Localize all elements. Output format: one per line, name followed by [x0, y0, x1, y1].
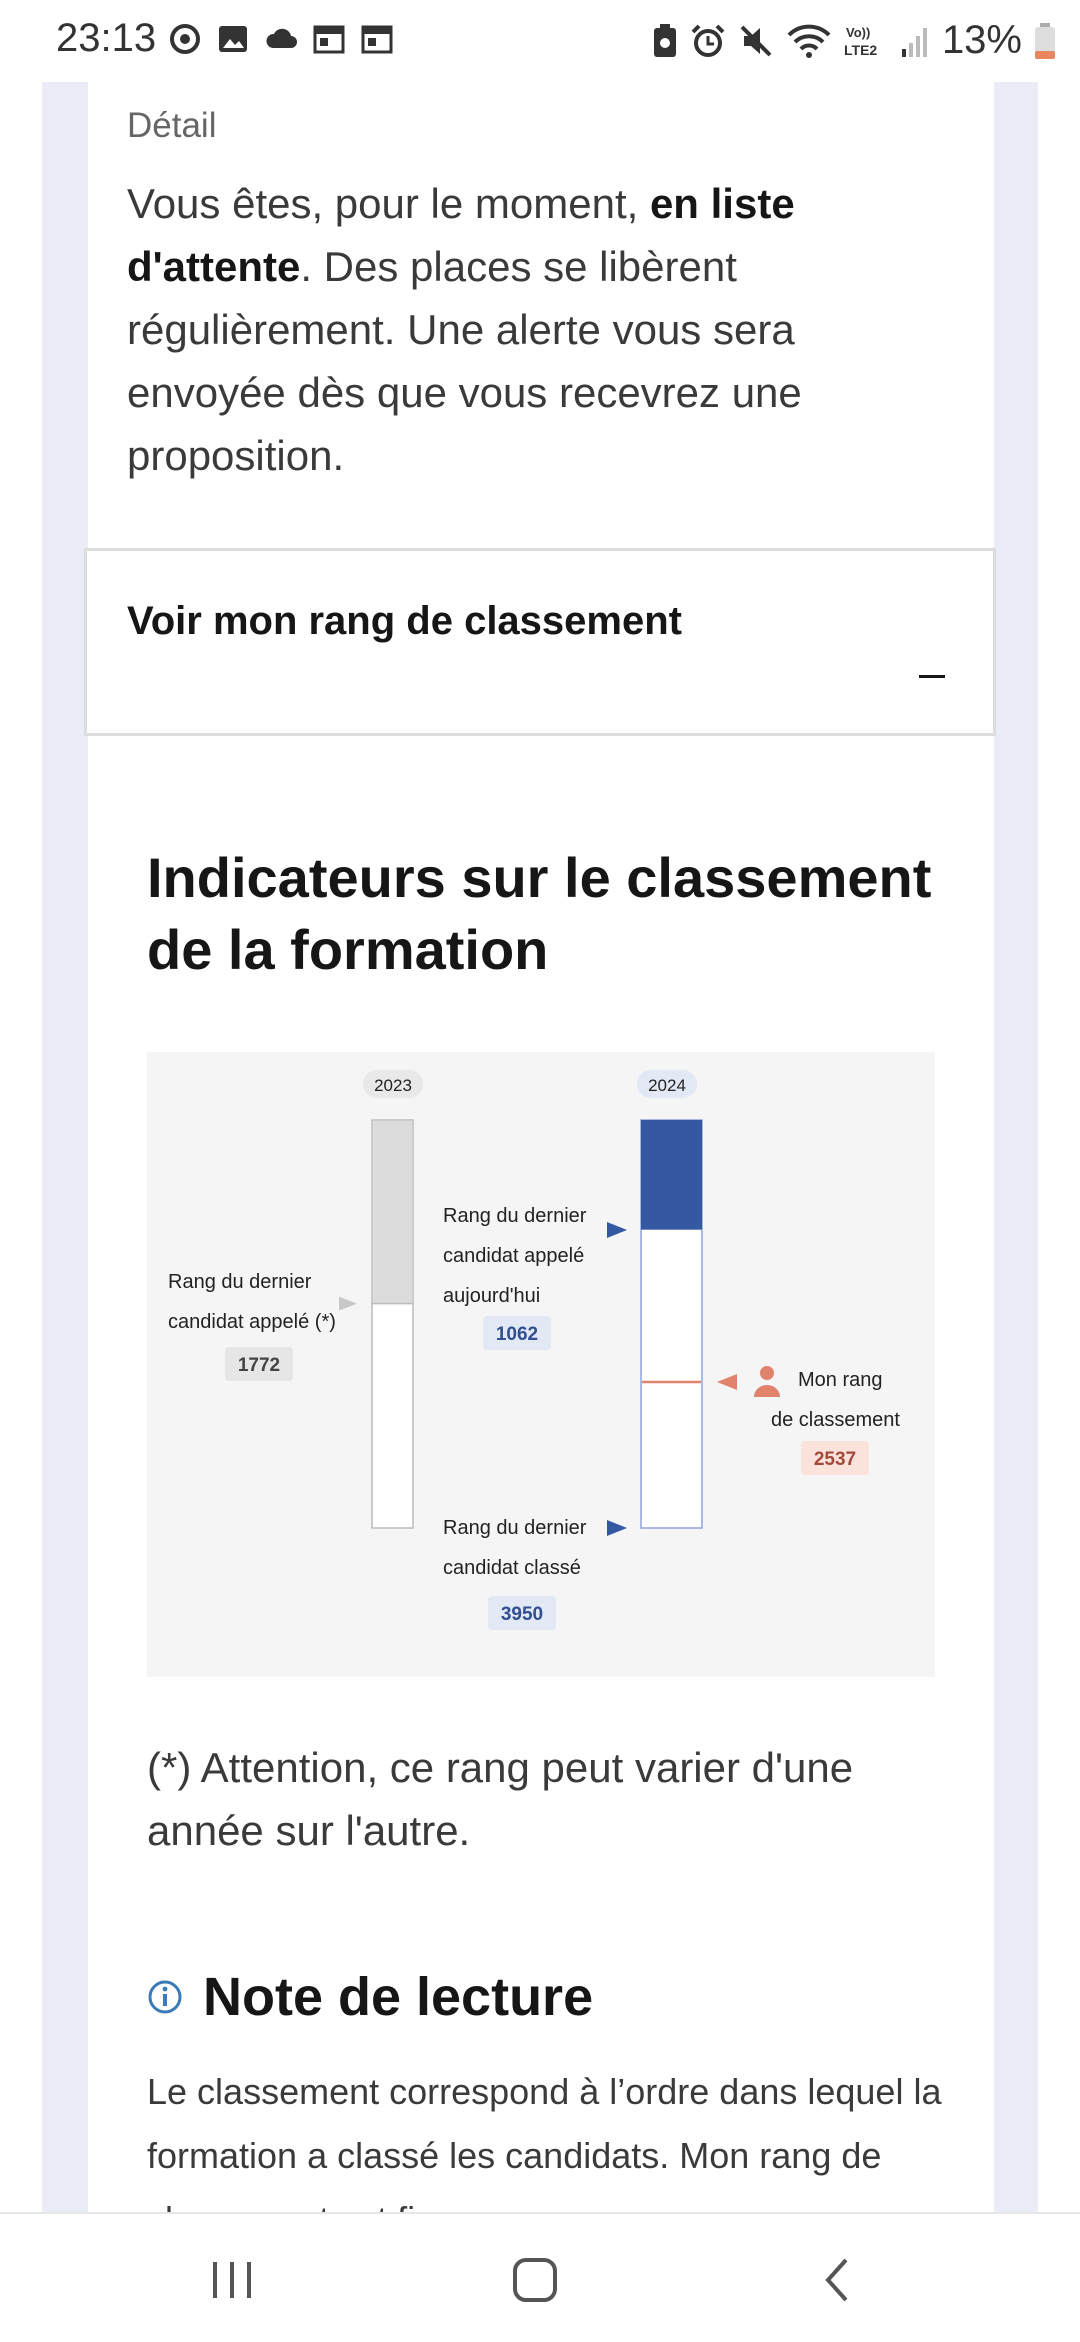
- back-button[interactable]: [808, 2250, 868, 2310]
- detail-text-bold: en liste d'attente: [127, 180, 795, 290]
- value-2024-last-called: 1062: [495, 1324, 539, 1345]
- lte-icon: [844, 23, 888, 59]
- bar-2023-called-fill: [373, 1121, 412, 1304]
- label-my-rank-line1: Mon rang: [798, 1369, 883, 1391]
- label-my-rank-line2: de classement: [771, 1409, 900, 1431]
- year-label-2023: 2023: [374, 1076, 412, 1095]
- value-2023-last-called: 1772: [237, 1355, 281, 1376]
- page-rail-right: [994, 82, 1038, 2212]
- ranking-chart: [147, 1052, 935, 1677]
- arrow-2023-last-called: [339, 1297, 357, 1311]
- signal-icon: [900, 23, 930, 59]
- home-icon: [511, 2256, 559, 2304]
- ranking-accordion[interactable]: [84, 548, 996, 736]
- label-2024-called-line3: aujourd'hui: [443, 1285, 541, 1307]
- home-button[interactable]: [505, 2250, 565, 2310]
- label-2024-called-line1: Rang du dernier: [443, 1205, 587, 1227]
- person-icon: [754, 1366, 780, 1397]
- arrow-2024-last-ranked: [607, 1520, 627, 1536]
- arrow-2024-last-called-today: [607, 1222, 627, 1238]
- value-last-ranked: 3950: [500, 1604, 544, 1625]
- gallery-icon: [216, 22, 250, 56]
- label-2023-line1: Rang du dernier: [168, 1271, 312, 1293]
- accordion-title[interactable]: Voir mon rang de classement: [127, 599, 682, 643]
- navigation-bar: [0, 2212, 1080, 2342]
- mute-icon: [738, 23, 774, 59]
- calendar-icon: [312, 22, 346, 56]
- battery-icon: [1034, 22, 1056, 60]
- info-icon: [147, 1979, 183, 2015]
- note-heading: [147, 1966, 593, 2028]
- recent-apps-icon: [210, 2260, 254, 2300]
- sync-icon: [168, 22, 202, 56]
- detail-text-part: Vous êtes, pour le moment,: [127, 180, 650, 227]
- svg-text:Vo)): Vo)): [845, 24, 871, 40]
- recent-apps-button[interactable]: [202, 2250, 262, 2310]
- label-last-ranked-line2: candidat classé: [443, 1557, 581, 1579]
- label-2023-line2: candidat appelé (*): [168, 1311, 336, 1333]
- battery-saver-icon: [652, 23, 678, 59]
- value-my-rank: 2537: [813, 1449, 857, 1470]
- battery-percent: 13%: [941, 18, 1022, 62]
- note-text: Le classement correspond à l’ordre dans lequel la formation a classé les candidats. Mon rang de: [147, 2071, 942, 2176]
- wifi-icon: [786, 23, 832, 59]
- section-title: Indicateurs sur le classement de la formation: [147, 846, 932, 981]
- detail-label: Détail: [127, 106, 217, 145]
- status-icons-right: [652, 18, 1056, 63]
- label-last-ranked-line1: Rang du dernier: [443, 1517, 587, 1539]
- year-label-2024: 2024: [648, 1076, 686, 1095]
- collapse-icon[interactable]: [919, 675, 945, 678]
- page-rail-left: [42, 82, 88, 2212]
- status-time: 23:13: [56, 16, 157, 60]
- bar-2024-called-fill: [641, 1120, 702, 1230]
- back-icon: [818, 2256, 858, 2304]
- note-title: Note de lecture: [203, 1967, 594, 2027]
- arrow-my-rank: [717, 1374, 737, 1390]
- status-bar: [0, 0, 1080, 82]
- alarm-icon: [690, 23, 726, 59]
- status-icons-left: [168, 22, 394, 56]
- ranking-chart-svg: [147, 1052, 935, 1677]
- label-2024-called-line2: candidat appelé: [443, 1245, 585, 1267]
- calendar-icon: [360, 22, 394, 56]
- svg-text:LTE2: LTE2: [843, 41, 878, 58]
- detail-text-part: . Des places se libèrent régulièrement. Une alerte vous sera envoyée dès que vous recevrez une proposition.: [127, 243, 802, 479]
- detail-text: [127, 172, 887, 487]
- footnote: (*) Attention, ce rang peut varier d'une année sur l'autre.: [147, 1744, 854, 1854]
- cloud-icon: [264, 22, 298, 56]
